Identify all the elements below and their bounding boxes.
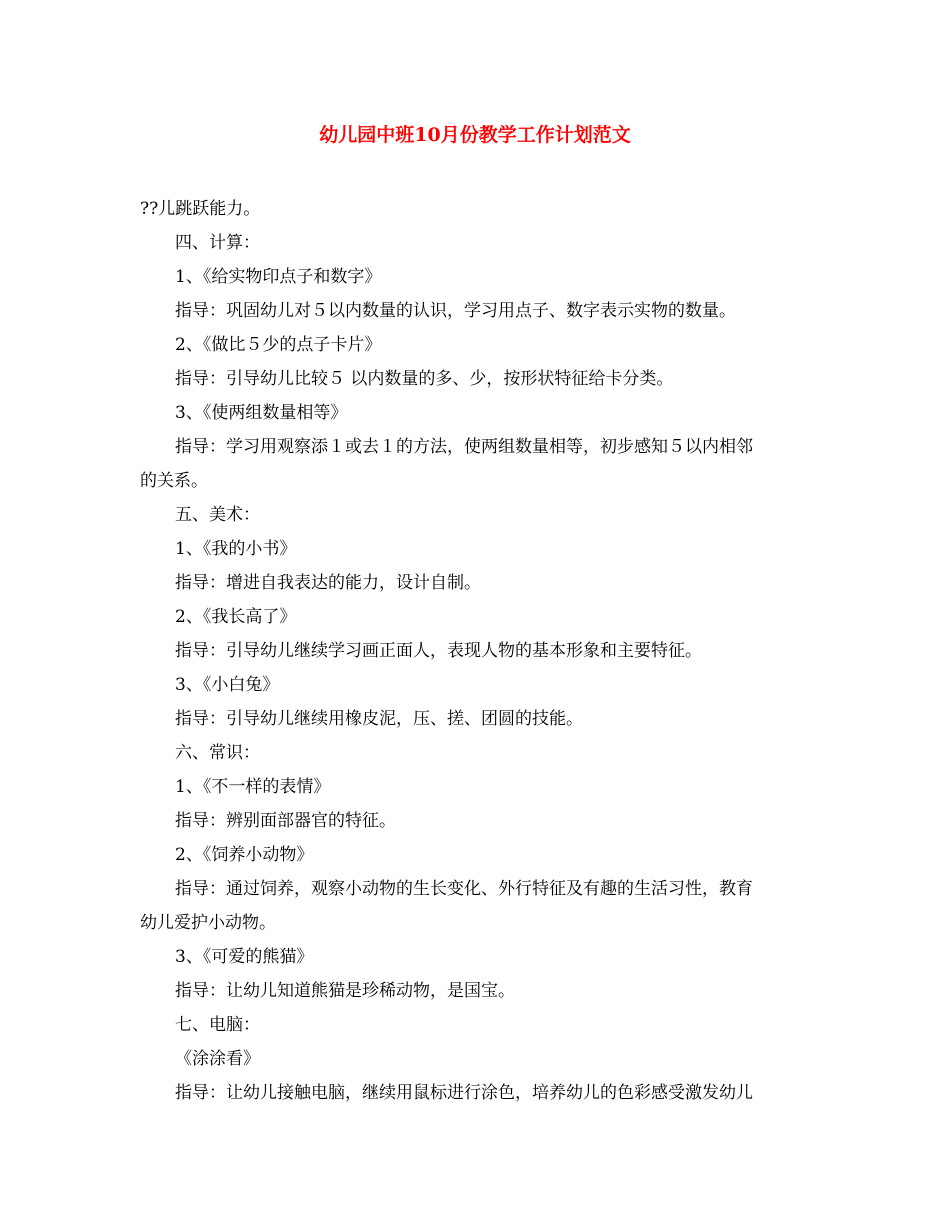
body-line: 的关系。 bbox=[140, 471, 208, 491]
body-line: 幼儿爱护小动物。 bbox=[140, 913, 276, 933]
document-title: 幼儿园中班10月份教学工作计划范文 bbox=[319, 124, 631, 146]
body-line: 2、《做比５少的点子卡片》 bbox=[175, 335, 382, 355]
body-line: 3、《小白兔》 bbox=[175, 675, 280, 695]
body-line: 2、《饲养小动物》 bbox=[175, 845, 314, 865]
document-body bbox=[140, 192, 815, 1110]
body-line: ??儿跳跃能力。 bbox=[140, 199, 261, 219]
body-line: 3、《使两组数量相等》 bbox=[175, 403, 348, 423]
body-line: 指导：通过饲养，观察小动物的生长变化、外行特征及有趣的生活习性，教育 bbox=[175, 879, 753, 899]
body-line: 六、常识： bbox=[175, 743, 260, 763]
body-line: 指导：引导幼儿继续用橡皮泥，压、搓、团圆的技能。 bbox=[175, 709, 583, 729]
body-line: 四、计算： bbox=[175, 233, 260, 253]
body-line: 指导：引导幼儿继续学习画正面人，表现人物的基本形象和主要特征。 bbox=[175, 641, 702, 661]
body-line: 指导：引导幼儿比较５ 以内数量的多、少，按形状特征给卡分类。 bbox=[175, 369, 674, 389]
body-line: 指导：学习用观察添１或去１的方法，使两组数量相等，初步感知５以内相邻 bbox=[175, 437, 753, 457]
body-line: 指导：增进自我表达的能力，设计自制。 bbox=[175, 573, 481, 593]
body-line: 七、电脑： bbox=[175, 1015, 260, 1035]
body-line: 五、美术： bbox=[175, 505, 260, 525]
body-line: 《涂涂看》 bbox=[175, 1049, 260, 1069]
body-line: 指导：让幼儿知道熊猫是珍稀动物，是国宝。 bbox=[175, 981, 515, 1001]
body-line: 指导：让幼儿接触电脑，继续用鼠标进行涂色，培养幼儿的色彩感受激发幼儿 bbox=[175, 1083, 753, 1103]
body-line: 2、《我长高了》 bbox=[175, 607, 297, 627]
body-line: 指导：巩固幼儿对５以内数量的认识，学习用点子、数字表示实物的数量。 bbox=[175, 301, 736, 321]
body-line: 3、《可爱的熊猫》 bbox=[175, 947, 314, 967]
body-line: 1、《不一样的表情》 bbox=[175, 777, 331, 797]
body-line: 指导：辨别面部器官的特征。 bbox=[175, 811, 396, 831]
body-line: 1、《我的小书》 bbox=[175, 539, 297, 559]
body-line: 1、《给实物印点子和数字》 bbox=[175, 267, 382, 287]
